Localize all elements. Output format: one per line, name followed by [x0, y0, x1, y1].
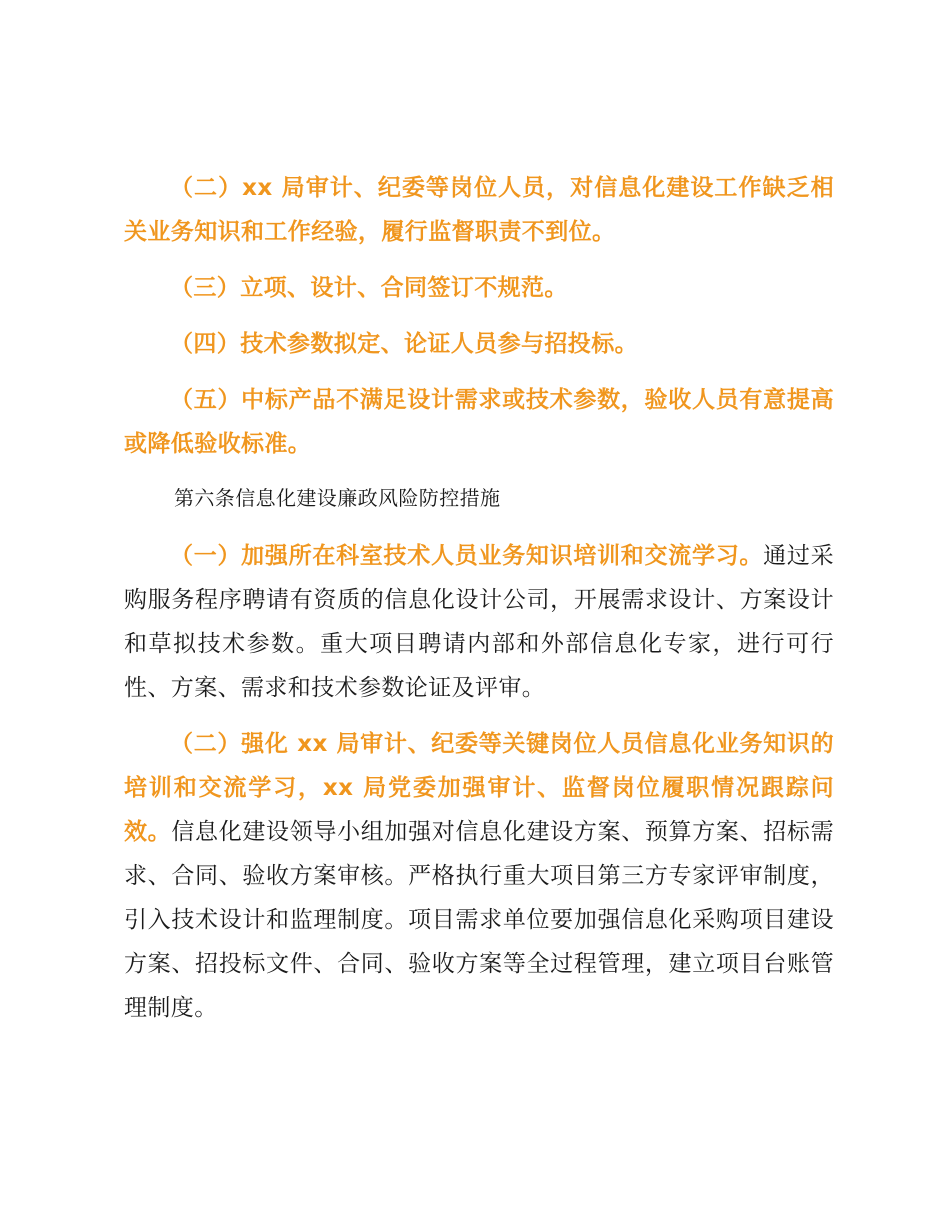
risk-item-3 [124, 266, 834, 310]
measure-item-1-body: 通过采购服务程序聘请有资质的信息化设计公司，开展需求设计、方案设计和草拟技术参数。重大项目聘请内部和外部信息化专家，进行可行性、方案、需求和技术参数论证及评审。 [124, 543, 835, 701]
section-heading: 第六条信息化建设廉政风险防控措施 [174, 486, 501, 510]
measure-item-2-highlight: （二）强化 xx 局审计、纪委等关键岗位人员信息化业务知识的培训和交流学习，xx 局党委加强审计、监督岗位履职情况跟踪问效。 [124, 731, 834, 845]
risk-item-2-text: （二）xx 局审计、纪委等岗位人员，对信息化建设工作缺乏相关业务知识和工作经验，履行监督职责不到位。 [124, 175, 834, 245]
measure-item-1-highlight: （一）加强所在科室技术人员业务知识培训和交流学习。 [170, 543, 764, 569]
risk-item-3-text: （三）立项、设计、合同签订不规范。 [170, 275, 568, 301]
measure-item-1 [124, 534, 834, 710]
measure-item-2-body: 信息化建设领导小组加强对信息化建设方案、预算方案、招标需求、合同、验收方案审核。严格执行重大项目第三方专家评审制度，引入技术设计和监理制度。项目需求单位要加强信息化采购项目建设方案、招投标文件、合同、验收方案等全过程管理，建立项目台账管理制度。 [124, 819, 834, 1021]
measure-item-2 [124, 722, 834, 1030]
risk-item-5 [124, 378, 834, 466]
risk-item-4-text: （四）技术参数拟定、论证人员参与招投标。 [170, 331, 638, 357]
risk-item-2 [124, 166, 834, 254]
risk-item-5-text: （五）中标产品不满足设计需求或技术参数，验收人员有意提高或降低验收标准。 [124, 387, 834, 457]
risk-item-4 [124, 322, 834, 366]
